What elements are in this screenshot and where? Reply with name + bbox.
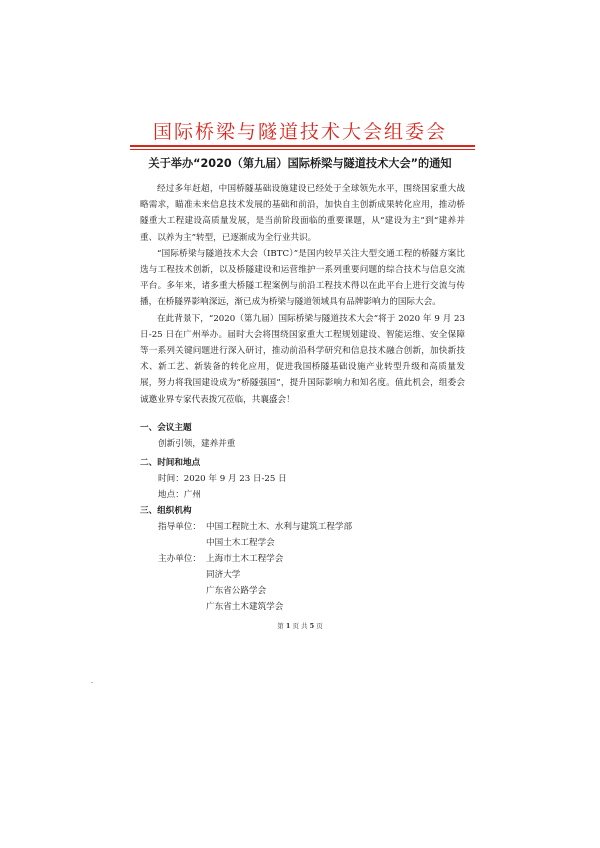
host-units-row	[140, 551, 465, 615]
footer-prefix: 第	[277, 622, 286, 630]
section-heading: 一、会议主题	[140, 423, 192, 433]
host-unit: 广东省公路学会	[206, 586, 267, 596]
host-label: 主办单位：	[158, 554, 201, 564]
host-unit: 同济大学	[206, 570, 241, 580]
host-unit: 上海市土木工程学会	[206, 554, 284, 564]
guide-units-row	[140, 519, 465, 551]
body-paragraph: “国际桥梁与隧道技术大会（IBTC）”是国内较早关注大型交通工程的桥隧方案比选与工程技术创新，以及桥隧建设和运营维护一系列重要问题的综合技术与信息交流平台。多年来，诸多重大桥隧工程案例与前沿工程技术得以在此平台上进行交流与传播，在桥隧界影响深远，渐已成为桥梁与隧道领域具有品牌影响力的国际大会。	[140, 248, 465, 308]
section-time-place	[140, 455, 465, 503]
total-page-count: 5	[309, 622, 315, 630]
guide-unit: 中国土木工程学会	[206, 538, 275, 548]
host-unit: 广东省土木建筑学会	[206, 602, 284, 612]
body-paragraph: 在此背景下，“2020（第九届）国际桥梁与隧道技术大会”将于 2020 年 9 月 23 日-25 日在广州举办。届时大会将围绕国家重大工程规划建设、智能运维、安全保障等一系列关键问题进行深入研讨，推动前沿科学研究和信息技术融合创新，加快新技术、新工艺、新装备的转化应用，促进我国桥隧基础设施产业转型升级和高质量发展，努力将我国建设成为“桥隧强国”，提升国际影响力和知名度。值此机会，组委会诚邀业界专家代表拨冗莅临，共襄盛会！	[140, 313, 465, 405]
section-organization	[140, 503, 465, 615]
organizer-title: 国际桥梁与隧道技术大会组委会	[152, 121, 447, 143]
section-theme	[140, 420, 465, 452]
notice-body	[140, 181, 465, 408]
guide-label: 指导单位：	[158, 522, 201, 532]
current-page-number: 1	[285, 622, 291, 630]
red-divider	[130, 145, 475, 147]
section-heading: 二、时间和地点	[140, 458, 201, 468]
event-place: 地点：广州	[158, 490, 201, 500]
page-footer	[0, 621, 600, 630]
theme-text: 创新引领，建养并重	[158, 439, 236, 449]
section-heading: 三、组织机构	[140, 506, 192, 516]
footer-middle: 页 共	[290, 622, 310, 630]
notice-title: 关于举办“2020（第九届）国际桥梁与隧道技术大会”的通知	[148, 157, 452, 170]
event-time: 时间：2020 年 9 月 23 日-25 日	[158, 474, 287, 484]
guide-unit: 中国工程院土木、水利与建筑工程学部	[206, 522, 353, 532]
red-divider-thin	[130, 149, 475, 150]
footer-suffix: 页	[314, 622, 323, 630]
body-paragraph: 经过多年赶超，中国桥隧基础设施建设已经处于全球领先水平，围绕国家重大战略需求，瞄准未来信息技术发展的基础和前沿，加快自主创新成果转化应用，推动桥隧重大工程建设高质量发展，是当前阶段面临的重要课题，从“建设为主”到“建养并重、以养为主”转型，已逐渐成为全行业共识。	[140, 184, 465, 243]
scan-speck	[91, 682, 93, 683]
